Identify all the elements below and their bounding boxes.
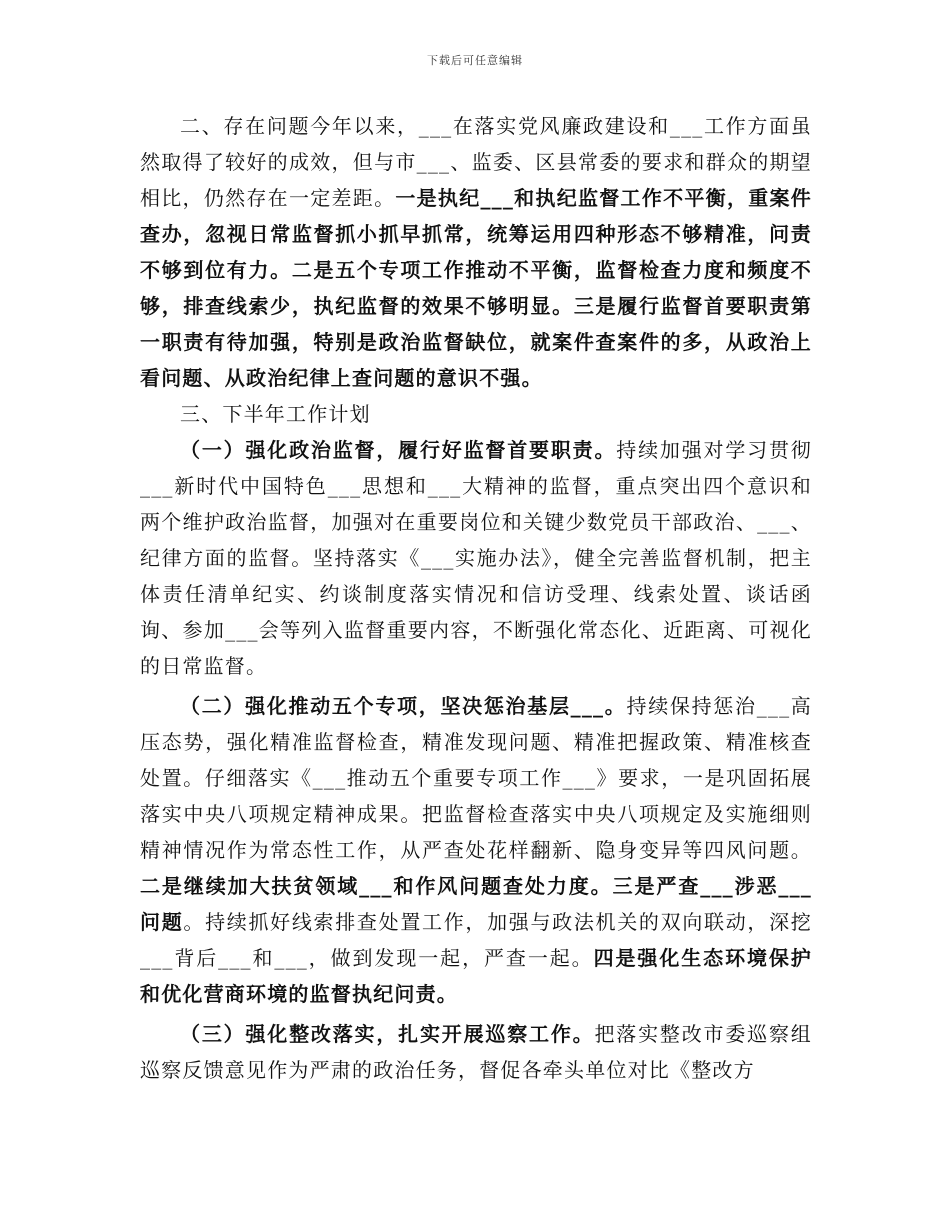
text-run: 持续保持惩治___高压态势，强化精准监督检查，精准发现问题、精准把握政策、精准核查处置。仔细落实《___推动五个重要专项工作___》要求，一是巩固拓展落实中央八项规定精神成果。把监督检查落实中央八项规定及实施细则精神情况作为常态性工作，从严查处花样翻新、隐身变异等四风问题。 xyxy=(140,694,813,862)
text-run-bold: 二是继续加大扶贫领域___和作风问题查处力度。三是严查___涉恶___问题 xyxy=(140,874,812,934)
text-run: 持续加强对学习贯彻___新时代中国特色___思想和___大精神的监督，重点突出四个意识和两个维护政治监督，加强对在重要岗位和关键少数党员干部政治、___、纪律方面的监督。坚持落实《___实施办法》，健全完善监督机制，把主体责任清单纪实、约谈制度落实情况和信访受理、线索处置、谈话函询、参加___会等列入监督重要内容，不断强化常态化、近距离、可视化的日常监督。 xyxy=(140,438,812,678)
text-run-bold: 四是强化生态环境保护和优化营商环境的监督执纪问责。 xyxy=(140,946,813,1006)
text-run-bold: 一是执纪___和执纪监督工作不平衡，重案件查办，忽视日常监督抓小抓早抓常，统筹运用四种形态不够精准，问责不够到位有力。二是五个专项工作推动不平衡，监督检查力度和频度不够，排查线索少，执纪监督的效果不够明显。三是履行监督首要职责第一职责有待加强，特别是政治监督缺位，就案件查案件的多，从政治上看问题、从政治纪律上查问题的意识不强。 xyxy=(140,186,812,390)
paragraph-plan-2 xyxy=(140,688,812,1012)
document-body xyxy=(140,108,812,1088)
page-header-note: 下载后可任意编辑 xyxy=(427,54,523,67)
paragraph-problems xyxy=(140,108,812,396)
section-heading-plan xyxy=(140,396,812,432)
text-run: 把落实整改市委巡察组巡察反馈意见作为严肃的政治任务，督促各牵头单位对比《整改方 xyxy=(140,1022,812,1082)
text-run-bold: （二）强化推动五个专项，坚决惩治基层___。 xyxy=(180,694,627,718)
text-run: 三、下半年工作计划 xyxy=(180,402,371,426)
paragraph-plan-1 xyxy=(140,432,812,684)
text-run-bold: （一）强化政治监督，履行好监督首要职责。 xyxy=(180,438,617,462)
text-run: 。持续抓好线索排查处置工作，加强与政法机关的双向联动，深挖___背后___和___，做到发现一起，严查一起。 xyxy=(140,910,812,970)
text-run: 二、存在问题今年以来，___在落实党风廉政建设和___工作方面虽然取得了较好的成效，但与市___、监委、区县常委的要求和群众的期望相比，仍然存在一定差距。 xyxy=(140,114,812,210)
paragraph-plan-3 xyxy=(140,1016,812,1088)
text-run-bold: （三）强化整改落实，扎实开展巡察工作。 xyxy=(180,1022,595,1046)
